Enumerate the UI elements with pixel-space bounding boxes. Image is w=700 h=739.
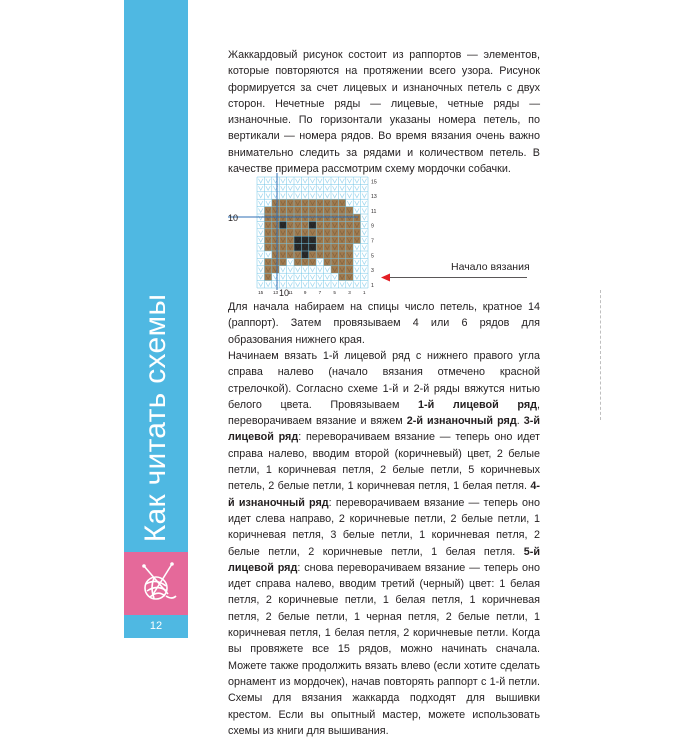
row-number-label: 11 xyxy=(371,208,377,215)
row-number-label: 13 xyxy=(371,194,377,201)
stitch-number-label: 3 xyxy=(348,290,351,295)
stitch-number-label: 13 xyxy=(272,290,279,295)
row-10-label: 10 xyxy=(228,213,239,223)
stitch-number-label: 5 xyxy=(333,290,336,295)
instructions-paragraph: Начинаем вязать 1-й лицевой ряд с нижнего правого угла справа налево (начало вязания отмечено красной стрелочкой). Согласно схеме 1-й и 2-й ряды вяжутся нитью белого цвета. Провязываем 1-й лицевой ряд, переворачиваем вязание и вяжем 2-й изнаночный ряд. 3-й лицевой ряд: переворачиваем вязание — теперь оно идет справа налево, вводим второй (коричневый) цвет, 2 белые петли, 1 коричневая петля, 2 белые петли, 5 коричневых петель, 2 белые петли, 1 коричневая петля, 1 белая петля. 4-й изнаночный ряд: переворачиваем вязание — теперь оно идет слева направо, 2 коричневые петли, 2 белые петли, 1 коричневая петля, 3 белые петли, 1 коричневая петля, 2 белые петли, 2 коричневые петли, 1 белая петля. 5-й лицевой ряд: снова переворачиваем вязание — теперь оно идет справа налево, вводим третий (черный) цвет: 1 белая петля, 2 коричневые петли, 1 белая петля, 1 коричневая петля, 2 белые петли, 1 черная петля, 2 белые петли, 1 коричневая петля, 1 белая петля, 2 коричневые петли. Когда вы провяжете все 15 рядов, можно начинать сначала. Можете также продолжить вязать влево (если хотите сделать орнамент из мордочек), начав повторять раппорт с 1-й петли. Схемы для вязания жаккарда подходят для вышивки крестом. Если вы опытный мастер, можете использовать схемы из книги для вышивания. xyxy=(228,350,541,737)
start-arrow xyxy=(381,273,527,282)
row-number-label: 15 xyxy=(371,179,377,186)
cast-on-paragraph: Для начала набираем на спицы число петель, кратное 14 (раппорт). Затем провязываем 4 или 6 рядов для образования нижнего края. xyxy=(228,301,540,346)
knitting-chart xyxy=(218,170,378,300)
yarn-ball-with-needles-icon xyxy=(138,560,178,604)
row-number-label: 1 xyxy=(371,282,374,289)
row-number-label: 7 xyxy=(371,238,374,245)
stitch-number-label: 1 xyxy=(363,290,366,295)
stitch-number-label: 15 xyxy=(258,290,264,295)
row-number-labels xyxy=(371,179,377,289)
start-label: Начало вязания xyxy=(451,261,530,273)
intro-paragraph: Жаккардовый рисунок состоит из раппортов — элементов, которые повторяются на протяжении всего узора. Рисунок формируется за счет лицевых и изнаночных петель с двух сторон. Нечетные ряды — лицевые, четные ряды — изнаночные. По горизонтали указаны номера петель, по вертикали — номера рядов. Во время вязания очень важно внимательно следить за рядами и количеством петель. В качестве примера рассмотрим схему мордочки собачки. xyxy=(228,49,540,176)
row-number-label: 9 xyxy=(371,223,374,230)
section-title: Как читать схемы xyxy=(139,293,172,543)
page-number: 12 xyxy=(149,620,163,632)
margin-dotted-line xyxy=(600,290,603,420)
stitch-number-label: 7 xyxy=(318,290,322,295)
row-number-label: 5 xyxy=(371,253,374,260)
stitch-number-label: 9 xyxy=(303,290,307,295)
row-number-label: 3 xyxy=(371,268,374,275)
stitch-10-label: 10 xyxy=(279,288,290,298)
chart-cells xyxy=(257,177,368,288)
stitch-number-labels xyxy=(258,290,366,295)
stitch-number-label: 11 xyxy=(287,290,293,295)
